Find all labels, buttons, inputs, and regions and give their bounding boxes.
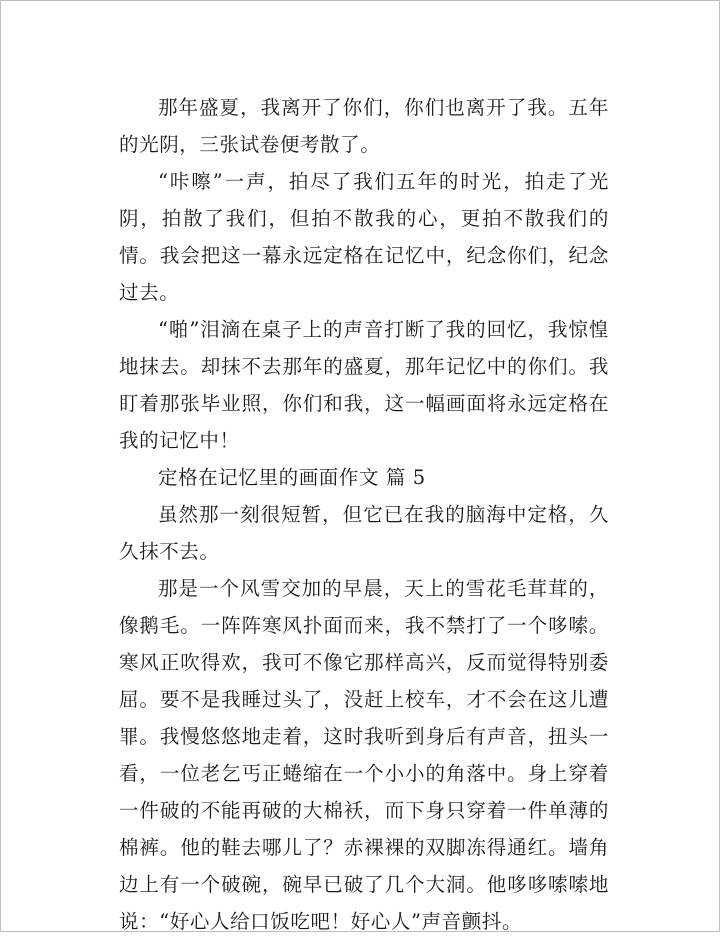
document-body xyxy=(119,89,609,940)
paragraph: 那是一个风雪交加的早晨，天上的雪花毛茸茸的，像鹅毛。一阵阵寒风扑面而来，我不禁打了一个哆嗦。寒风正吹得欢，我可不像它那样高兴，反而觉得特别委屈。要不是我睡过头了，没赶上校车，才不会在这儿遭罪。我慢悠悠地走着，这时我听到身后有声音，扭头一看，一位老乞丐正蜷缩在一个小小的角落中。身上穿着一件破的不能再破的大棉袄，而下身只穿着一件单薄的棉裤。他的鞋去哪儿了？赤裸裸的双脚冻得通红。墙角边上有一个破碗，碗早已破了几个大洞。他哆哆嗦嗦地说：“好心人给口饭吃吧！好心人”声音颤抖。 xyxy=(119,577,609,933)
section-heading: 定格在记忆里的画面作文 篇 5 xyxy=(158,466,426,489)
paragraph: 那年盛夏，我离开了你们，你们也离开了我。五年的光阴，三张试卷便考散了。 xyxy=(119,96,609,156)
paragraph: “啪”泪滴在桌子上的声音打断了我的回忆，我惊惶地抹去。却抹不去那年的盛夏，那年记忆中的你们。我盯着那张毕业照，你们和我，这一幅画面将永远定格在我的记忆中！ xyxy=(119,318,609,452)
paragraph: “咔嚓”一声，拍尽了我们五年的时光，拍走了光阴，拍散了我们，但拍不散我的心，更拍不散我们的情。我会把这一幕永远定格在记忆中，纪念你们，纪念过去。 xyxy=(119,170,609,304)
paragraph: 虽然那一刻很短暂，但它已在我的脑海中定格，久久抹不去。 xyxy=(119,503,609,563)
